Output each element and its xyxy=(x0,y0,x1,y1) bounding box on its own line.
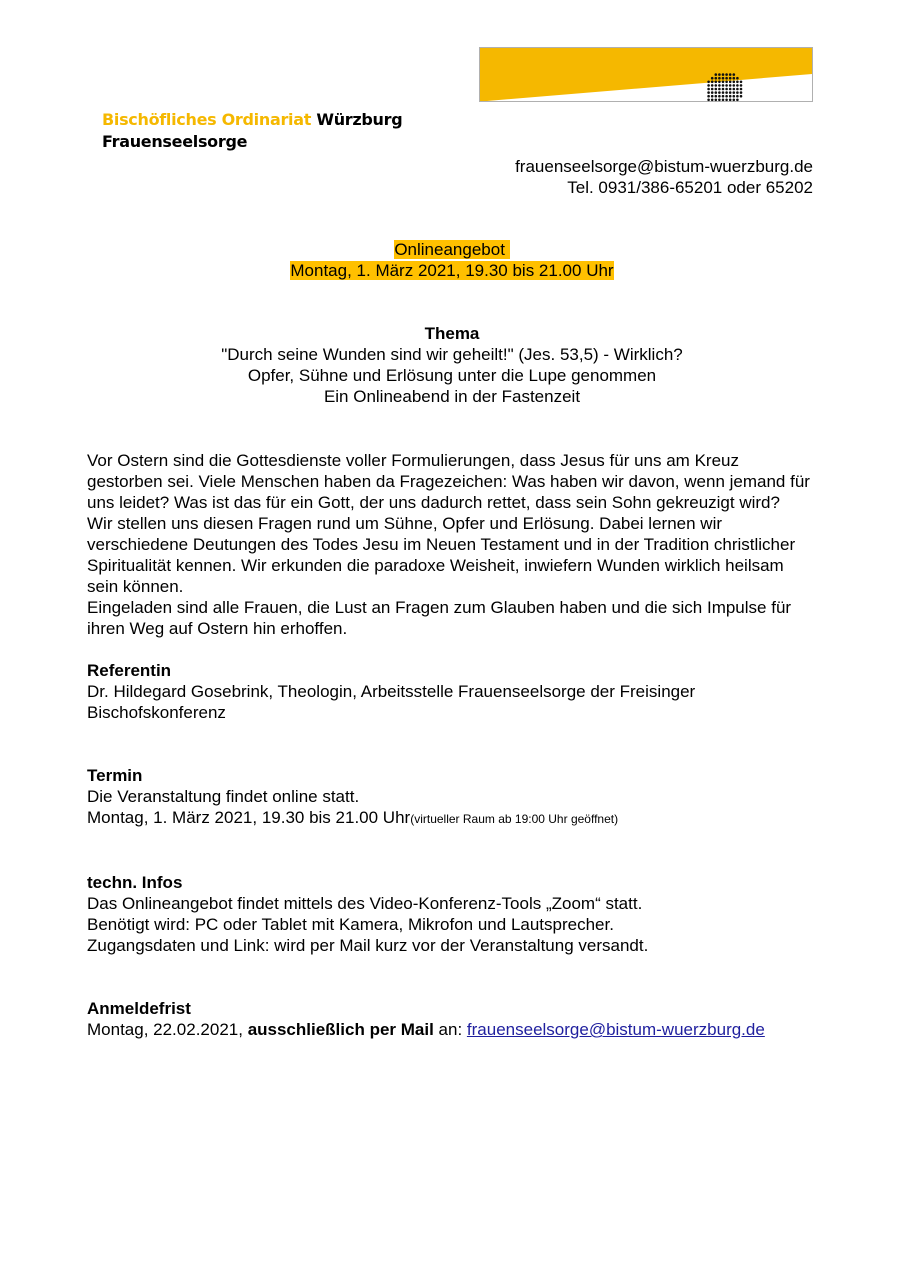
anmeldung-connector: an: xyxy=(433,1020,467,1039)
termin-note: (virtueller Raum ab 19:00 Uhr geöffnet) xyxy=(410,812,619,826)
org-name-part2: Würzburg xyxy=(316,110,403,129)
contact-email: frauenseelsorge@bistum-wuerzburg.de xyxy=(515,157,813,176)
org-name-part1: Bischöfliches Ordinariat xyxy=(102,110,312,129)
techn-section xyxy=(87,872,817,956)
anmeldung-date: Montag, 22.02.2021, xyxy=(87,1020,248,1039)
contact-block xyxy=(515,156,813,198)
main-content xyxy=(87,450,817,1040)
announcement-date: Montag, 1. März 2021, 19.30 bis 21.00 Uhr xyxy=(290,261,614,280)
thema-tagline: Ein Onlineabend in der Fastenzeit xyxy=(323,387,581,406)
dotted-circle-logo-icon xyxy=(479,47,813,102)
announcement-block xyxy=(0,239,904,281)
thema-subtitle: Opfer, Sühne und Erlösung unter die Lupe genommen xyxy=(247,366,657,385)
referentin-heading: Referentin xyxy=(87,661,172,680)
referentin-text: Dr. Hildegard Gosebrink, Theologin, Arbeitsstelle Frauenseelsorge der Freisinger Bischofskonferenz xyxy=(87,682,696,722)
anmeldung-section xyxy=(87,998,817,1040)
techn-line1: Das Onlineangebot findet mittels des Video-Konferenz-Tools „Zoom“ statt. xyxy=(87,894,643,913)
termin-section xyxy=(87,765,817,830)
body-paragraph-1: Vor Ostern sind die Gottesdienste voller Formulierungen, dass Jesus für uns am Kreuz gestorben sei. Viele Menschen haben da Fragezeichen: Was haben wir davon, wenn jemand für uns leidet? Was ist das für ein Gott, der uns dadurch rettet, dass sein Sohn gekreuzigt wird? xyxy=(87,451,810,512)
organization-name xyxy=(102,109,402,153)
techn-line3: Zugangsdaten und Link: wird per Mail kurz vor der Veranstaltung versandt. xyxy=(87,936,649,955)
referentin-section xyxy=(87,660,817,723)
termin-line1: Die Veranstaltung findet online statt. xyxy=(87,787,360,806)
thema-heading: Thema xyxy=(424,324,480,343)
termin-heading: Termin xyxy=(87,766,143,785)
body-paragraph-3: Eingeladen sind alle Frauen, die Lust an Fragen zum Glauben haben und die sich Impulse für ihren Weg auf Ostern hin erhoffen. xyxy=(87,598,792,638)
anmeldung-heading: Anmeldefrist xyxy=(87,999,191,1018)
announcement-type: Onlineangebot xyxy=(394,240,510,259)
contact-phone: Tel. 0931/386-65201 oder 65202 xyxy=(567,178,813,197)
techn-heading: techn. Infos xyxy=(87,873,183,892)
header-logo-banner xyxy=(479,47,813,102)
anmeldung-line xyxy=(87,1019,817,1040)
body-paragraph-2: Wir stellen uns diesen Fragen rund um Sühne, Opfer und Erlösung. Dabei lernen wir verschiedene Deutungen des Todes Jesu im Neuen Testament und in der Tradition christlicher Spiritualität kennen. Wir erkunden die paradoxe Weisheit, inwiefern Wunden wirklich heilsam sein können. xyxy=(87,514,796,596)
termin-date: Montag, 1. März 2021, 19.30 bis 21.00 Uhr xyxy=(87,808,411,827)
thema-block xyxy=(0,323,904,407)
techn-line2: Benötigt wird: PC oder Tablet mit Kamera, Mikrofon und Lautsprecher. xyxy=(87,915,614,934)
anmeldung-method: ausschließlich per Mail xyxy=(247,1020,434,1039)
anmeldung-email-link[interactable]: frauenseelsorge@bistum-wuerzburg.de xyxy=(466,1020,765,1039)
org-department: Frauenseelsorge xyxy=(102,132,248,151)
thema-title: "Durch seine Wunden sind wir geheilt!" (Jes. 53,5) - Wirklich? xyxy=(221,345,683,364)
